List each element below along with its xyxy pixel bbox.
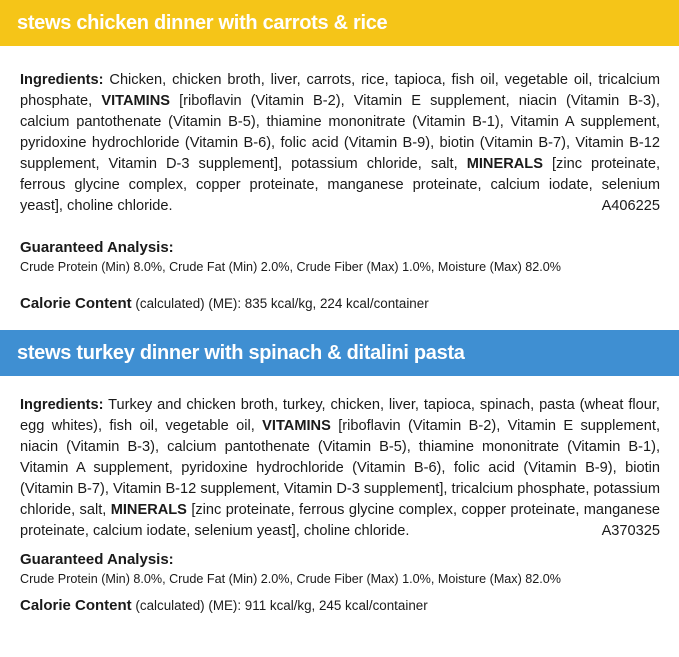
minerals-label: MINERALS [110, 502, 187, 518]
ingredients-paragraph [20, 70, 660, 217]
product-title: stews turkey dinner with spinach & ditalini pasta [17, 341, 465, 364]
guaranteed-analysis-text: Crude Protein (Min) 8.0%, Crude Fat (Min) 2.0%, Crude Fiber (Max) 1.0%, Moisture (Max) 82.0% [20, 572, 562, 586]
calorie-text: (calculated) (ME): 911 kcal/kg, 245 kcal/container [135, 598, 428, 613]
ingredients-text: [zinc proteinate, ferrous glycine complex, copper proteinate, manganese proteinate, calcium iodate, selenium yeast], choline chloride. [20, 156, 660, 214]
ingredients-label: Ingredients: [20, 72, 104, 88]
ingredients-text: [riboflavin (Vitamin B-2), Vitamin E supplement, niacin (Vitamin B-3), calcium pantothenate (Vitamin B-5), thiamine mononitrate (Vitamin B-1), Vitamin A supplement, pyridoxine hydrochloride (Vitamin B-6), folic acid (Vitamin B-9), biotin (Vitamin B-7), Vitamin B-12 supplement, Vitamin D-3 supplement], potassium chloride, salt, [20, 93, 660, 172]
vitamins-label: VITAMINS [101, 93, 170, 109]
minerals-label: MINERALS [466, 156, 543, 172]
guaranteed-analysis-heading: Guaranteed Analysis: [20, 239, 174, 256]
product-details [0, 46, 679, 314]
ingredients-text: Turkey and chicken broth, turkey, chicken, liver, tapioca, spinach, pasta (wheat flour, egg whites), fish oil, vegetable oil, [20, 397, 660, 434]
guaranteed-analysis-text: Crude Protein (Min) 8.0%, Crude Fat (Min) 2.0%, Crude Fiber (Max) 1.0%, Moisture (Max) 82.0% [20, 260, 562, 274]
ingredients-label: Ingredients: [20, 397, 104, 413]
ingredients-text: [riboflavin (Vitamin B-2), Vitamin E supplement, niacin (Vitamin B-3), calcium pantothenate (Vitamin B-5), thiamine mononitrate (Vitamin B-1), Vitamin A supplement, pyridoxine hydrochloride (Vitamin B-6), folic acid (Vitamin B-9), biotin (Vitamin B-7), Vitamin B-12 supplement, Vitamin D-3 supplement], tricalcium phosphate, potassium chloride, salt, [20, 418, 660, 518]
product-code: A370325 [601, 523, 660, 539]
product-title-banner [0, 330, 679, 376]
ingredients-text: [zinc proteinate, ferrous glycine complex, copper proteinate, manganese proteinate, calcium iodate, selenium yeast], choline chloride. [20, 502, 661, 539]
calorie-label: Calorie Content [20, 597, 132, 614]
vitamins-label: VITAMINS [262, 418, 331, 434]
ingredients-text: Chicken, chicken broth, liver, carrots, rice, tapioca, fish oil, vegetable oil, tricalcium phosphate, [20, 72, 660, 109]
calorie-content [20, 294, 660, 314]
calorie-content [20, 596, 660, 616]
product-title-banner [0, 0, 679, 46]
product-code: A406225 [601, 198, 660, 214]
product-title: stews chicken dinner with carrots & rice [17, 11, 388, 34]
guaranteed-analysis-heading: Guaranteed Analysis: [20, 551, 174, 568]
ingredients-paragraph [20, 395, 660, 542]
calorie-text: (calculated) (ME): 835 kcal/kg, 224 kcal/container [135, 296, 429, 311]
calorie-label: Calorie Content [20, 295, 132, 312]
product-details [0, 376, 679, 616]
